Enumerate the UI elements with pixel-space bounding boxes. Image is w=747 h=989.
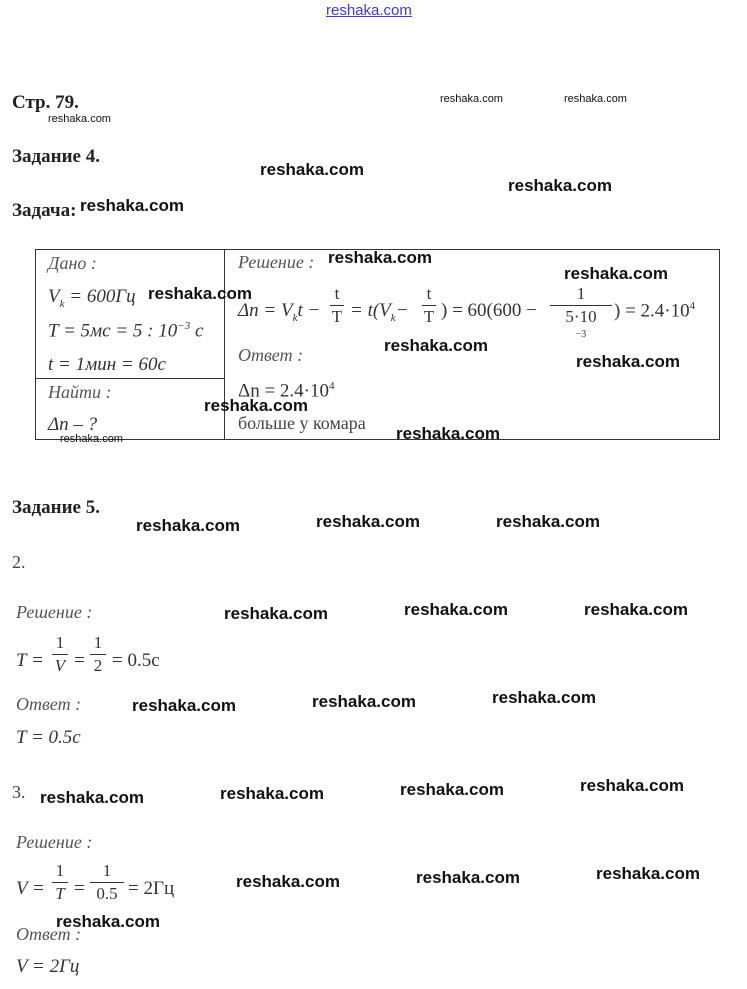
watermark: reshaka.com	[404, 600, 508, 619]
watermark: reshaka.com	[396, 424, 500, 443]
answer-text: больше у комара	[238, 413, 366, 433]
item-2-fraction-1: 1 V	[52, 634, 68, 675]
task-4-heading: Задание 4.	[12, 146, 100, 167]
watermark: reshaka.com	[316, 512, 420, 531]
formula-part-1: $\Delta n = V_kt$ −	[238, 300, 321, 324]
formula-part-2: = $t(V_k-$	[350, 300, 409, 324]
watermark: reshaka.com	[236, 872, 340, 891]
watermark: reshaka.com	[440, 93, 503, 105]
watermark: reshaka.com	[80, 196, 184, 215]
item-3-number: 3.	[12, 782, 26, 802]
formula-result: ) = $2.4\cdot 10^4$	[614, 300, 696, 322]
given-time: t = 1мин = 60с	[48, 354, 166, 375]
find-label: Найти :	[48, 382, 112, 402]
given-frequency: $V_k = 600Гц$	[48, 286, 136, 310]
watermark: reshaka.com	[596, 864, 700, 883]
problem-subheading: Задача:	[12, 200, 77, 221]
watermark: reshaka.com	[260, 160, 364, 179]
watermark: reshaka.com	[56, 912, 160, 931]
item-3-V-rhs: = 2Гц	[128, 878, 175, 899]
given-label: Дано :	[48, 253, 97, 273]
item-3-answer-value: V = 2Гц	[16, 956, 80, 977]
table-divider-horizontal	[35, 378, 225, 379]
watermark: reshaka.com	[492, 688, 596, 707]
watermark: reshaka.com	[224, 604, 328, 623]
item-2-fraction-2: 1 2	[90, 634, 106, 675]
watermark: reshaka.com	[564, 264, 668, 283]
watermark: reshaka.com	[312, 692, 416, 711]
watermark: reshaka.com	[496, 512, 600, 531]
watermark: reshaka.com	[40, 788, 144, 807]
item-2-eq: =	[74, 650, 85, 671]
fraction-t-over-T-2: t T	[423, 284, 435, 326]
watermark: reshaka.com	[384, 336, 488, 355]
item-3-solution-label: Решение :	[16, 832, 93, 852]
item-2-T-rhs: = 0.5с	[112, 650, 160, 671]
watermark: reshaka.com	[328, 248, 432, 267]
page-number-heading: Стр. 79.	[12, 92, 79, 113]
watermark: reshaka.com	[576, 352, 680, 371]
item-2-answer-label: Ответ :	[16, 694, 82, 714]
item-3-fraction-2: 1 0.5	[90, 862, 124, 903]
item-3-V-lhs: V =	[16, 878, 45, 899]
item-3-answer-label: Ответ :	[16, 924, 82, 944]
watermark: reshaka.com	[132, 696, 236, 715]
answer-value: $\Delta n = 2.4\cdot 10^4$	[238, 380, 335, 402]
watermark: reshaka.com	[400, 780, 504, 799]
site-header-link[interactable]: reshaka.com	[326, 2, 412, 19]
item-2-answer-value: T = 0.5с	[16, 727, 81, 748]
solution-label: Решение :	[238, 252, 315, 272]
watermark: reshaka.com	[148, 284, 252, 303]
find-value: Δn – ?	[48, 414, 98, 435]
given-period: T = 5мс = 5 : $10^{-3}$ с	[48, 320, 204, 342]
watermark: reshaka.com	[136, 516, 240, 535]
fraction-1-over-5e-3: 1 5·10 $^{-3}$	[550, 285, 612, 348]
watermark: reshaka.com	[564, 93, 627, 105]
watermark: reshaka.com	[220, 784, 324, 803]
watermark: reshaka.com	[48, 113, 111, 125]
fraction-t-over-T: t T	[331, 284, 343, 326]
watermark: reshaka.com	[580, 776, 684, 795]
watermark: reshaka.com	[60, 433, 123, 445]
watermark: reshaka.com	[416, 868, 520, 887]
item-3-fraction-1: 1 T	[52, 862, 68, 903]
answer-label: Ответ :	[238, 345, 304, 365]
watermark: reshaka.com	[584, 600, 688, 619]
formula-part-3: ) = 60(600 −	[441, 300, 537, 321]
item-2-number: 2.	[12, 552, 26, 572]
task-5-heading: Задание 5.	[12, 497, 100, 518]
watermark: reshaka.com	[508, 176, 612, 195]
item-3-eq: =	[74, 878, 85, 899]
item-2-T-lhs: T =	[16, 650, 44, 671]
watermark: reshaka.com	[204, 396, 308, 415]
item-2-solution-label: Решение :	[16, 602, 93, 622]
